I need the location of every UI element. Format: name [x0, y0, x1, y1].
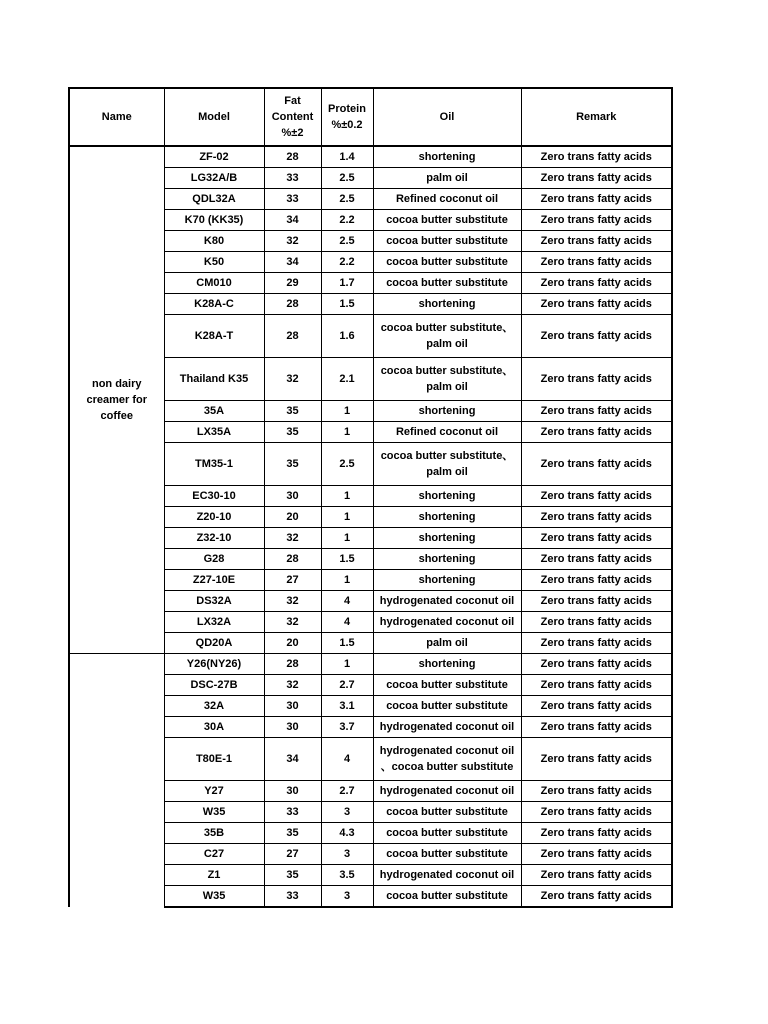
cell-oil: hydrogenated coconut oil — [373, 865, 521, 886]
cell-model: EC30-10 — [164, 486, 264, 507]
cell-remark: Zero trans fatty acids — [521, 168, 672, 189]
cell-model: 32A — [164, 696, 264, 717]
cell-oil: shortening — [373, 549, 521, 570]
cell-model: G28 — [164, 549, 264, 570]
cell-protein: 1.5 — [321, 633, 373, 654]
cell-oil: cocoa butter substitute — [373, 231, 521, 252]
cell-fat-content: 33 — [264, 168, 321, 189]
cell-model: Y26(NY26) — [164, 654, 264, 675]
cell-oil: shortening — [373, 401, 521, 422]
cell-protein: 3 — [321, 844, 373, 865]
cell-remark: Zero trans fatty acids — [521, 294, 672, 315]
cell-protein: 2.5 — [321, 443, 373, 486]
cell-remark: Zero trans fatty acids — [521, 717, 672, 738]
cell-oil: cocoa butter substitute — [373, 823, 521, 844]
cell-remark: Zero trans fatty acids — [521, 654, 672, 675]
cell-oil: Refined coconut oil — [373, 422, 521, 443]
cell-remark: Zero trans fatty acids — [521, 781, 672, 802]
cell-oil: cocoa butter substitute — [373, 886, 521, 908]
cell-fat-content: 32 — [264, 591, 321, 612]
cell-fat-content: 35 — [264, 401, 321, 422]
cell-oil: shortening — [373, 507, 521, 528]
cell-model: DSC-27B — [164, 675, 264, 696]
cell-remark: Zero trans fatty acids — [521, 358, 672, 401]
cell-fat-content: 28 — [264, 549, 321, 570]
cell-oil: shortening — [373, 486, 521, 507]
cell-oil: cocoa butter substitute — [373, 844, 521, 865]
cell-fat-content: 28 — [264, 315, 321, 358]
cell-fat-content: 27 — [264, 844, 321, 865]
cell-protein: 3.7 — [321, 717, 373, 738]
cell-model: K80 — [164, 231, 264, 252]
cell-oil: hydrogenated coconut oil — [373, 591, 521, 612]
cell-fat-content: 28 — [264, 654, 321, 675]
cell-protein: 3.5 — [321, 865, 373, 886]
cell-fat-content: 30 — [264, 781, 321, 802]
cell-model: K70 (KK35) — [164, 210, 264, 231]
cell-fat-content: 34 — [264, 738, 321, 781]
cell-fat-content: 35 — [264, 865, 321, 886]
cell-oil: hydrogenated coconut oil — [373, 781, 521, 802]
cell-protein: 3.1 — [321, 696, 373, 717]
cell-model: K28A-C — [164, 294, 264, 315]
cell-fat-content: 33 — [264, 189, 321, 210]
cell-model: 35B — [164, 823, 264, 844]
cell-model: Z32-10 — [164, 528, 264, 549]
cell-protein: 4 — [321, 591, 373, 612]
cell-remark: Zero trans fatty acids — [521, 528, 672, 549]
cell-protein: 1 — [321, 422, 373, 443]
cell-remark: Zero trans fatty acids — [521, 570, 672, 591]
cell-protein: 1 — [321, 654, 373, 675]
table-row — [69, 654, 672, 675]
cell-fat-content: 32 — [264, 358, 321, 401]
cell-model: 35A — [164, 401, 264, 422]
cell-fat-content: 33 — [264, 802, 321, 823]
cell-model: W35 — [164, 802, 264, 823]
cell-protein: 1 — [321, 401, 373, 422]
cell-protein: 2.1 — [321, 358, 373, 401]
cell-protein: 4 — [321, 612, 373, 633]
header-oil: Oil — [373, 88, 521, 146]
cell-remark: Zero trans fatty acids — [521, 802, 672, 823]
header-row — [69, 88, 672, 146]
cell-remark: Zero trans fatty acids — [521, 591, 672, 612]
cell-protein: 4.3 — [321, 823, 373, 844]
cell-remark: Zero trans fatty acids — [521, 422, 672, 443]
cell-remark: Zero trans fatty acids — [521, 315, 672, 358]
cell-remark: Zero trans fatty acids — [521, 401, 672, 422]
product-spec-table — [68, 87, 673, 908]
cell-remark: Zero trans fatty acids — [521, 696, 672, 717]
cell-model: C27 — [164, 844, 264, 865]
cell-fat-content: 30 — [264, 486, 321, 507]
cell-fat-content: 35 — [264, 443, 321, 486]
cell-oil: shortening — [373, 146, 521, 168]
cell-oil: cocoa butter substitute — [373, 210, 521, 231]
cell-remark: Zero trans fatty acids — [521, 865, 672, 886]
cell-protein: 1 — [321, 507, 373, 528]
cell-model: CM010 — [164, 273, 264, 294]
cell-model: Thailand K35 — [164, 358, 264, 401]
cell-model: DS32A — [164, 591, 264, 612]
cell-oil: cocoa butter substitute — [373, 696, 521, 717]
cell-model: LX35A — [164, 422, 264, 443]
cell-oil: cocoa butter substitute — [373, 802, 521, 823]
cell-group-name — [69, 654, 164, 908]
cell-remark: Zero trans fatty acids — [521, 823, 672, 844]
cell-model: Z1 — [164, 865, 264, 886]
cell-protein: 2.5 — [321, 189, 373, 210]
cell-fat-content: 28 — [264, 294, 321, 315]
cell-oil: cocoa butter substitute、 palm oil — [373, 315, 521, 358]
cell-remark: Zero trans fatty acids — [521, 738, 672, 781]
cell-model: LX32A — [164, 612, 264, 633]
cell-remark: Zero trans fatty acids — [521, 189, 672, 210]
cell-protein: 3 — [321, 886, 373, 908]
cell-fat-content: 32 — [264, 612, 321, 633]
cell-remark: Zero trans fatty acids — [521, 507, 672, 528]
cell-remark: Zero trans fatty acids — [521, 486, 672, 507]
cell-oil: cocoa butter substitute、 palm oil — [373, 358, 521, 401]
cell-oil: hydrogenated coconut oil 、cocoa butter substitute — [373, 738, 521, 781]
cell-remark: Zero trans fatty acids — [521, 210, 672, 231]
header-model: Model — [164, 88, 264, 146]
cell-oil: cocoa butter substitute — [373, 252, 521, 273]
cell-oil: hydrogenated coconut oil — [373, 717, 521, 738]
cell-protein: 1.4 — [321, 146, 373, 168]
cell-model: W35 — [164, 886, 264, 908]
cell-oil: cocoa butter substitute — [373, 675, 521, 696]
cell-fat-content: 34 — [264, 252, 321, 273]
cell-oil: cocoa butter substitute、 palm oil — [373, 443, 521, 486]
cell-fat-content: 30 — [264, 696, 321, 717]
cell-model: LG32A/B — [164, 168, 264, 189]
cell-protein: 2.5 — [321, 168, 373, 189]
cell-model: QDL32A — [164, 189, 264, 210]
table-row — [69, 146, 672, 168]
header-protein: Protein %±0.2 — [321, 88, 373, 146]
cell-remark: Zero trans fatty acids — [521, 549, 672, 570]
header-name: Name — [69, 88, 164, 146]
cell-oil: shortening — [373, 294, 521, 315]
cell-fat-content: 32 — [264, 231, 321, 252]
cell-oil: palm oil — [373, 168, 521, 189]
cell-protein: 2.7 — [321, 675, 373, 696]
cell-remark: Zero trans fatty acids — [521, 252, 672, 273]
cell-protein: 3 — [321, 802, 373, 823]
cell-remark: Zero trans fatty acids — [521, 675, 672, 696]
cell-protein: 1 — [321, 570, 373, 591]
cell-fat-content: 30 — [264, 717, 321, 738]
cell-remark: Zero trans fatty acids — [521, 273, 672, 294]
cell-model: TM35-1 — [164, 443, 264, 486]
cell-model: Y27 — [164, 781, 264, 802]
cell-protein: 1.6 — [321, 315, 373, 358]
cell-fat-content: 35 — [264, 823, 321, 844]
cell-remark: Zero trans fatty acids — [521, 612, 672, 633]
cell-remark: Zero trans fatty acids — [521, 886, 672, 908]
cell-protein: 2.7 — [321, 781, 373, 802]
header-fat-content: Fat Content %±2 — [264, 88, 321, 146]
cell-protein: 4 — [321, 738, 373, 781]
cell-fat-content: 20 — [264, 507, 321, 528]
cell-remark: Zero trans fatty acids — [521, 443, 672, 486]
cell-fat-content: 35 — [264, 422, 321, 443]
table-body — [69, 146, 672, 907]
cell-fat-content: 32 — [264, 528, 321, 549]
cell-model: K28A-T — [164, 315, 264, 358]
cell-remark: Zero trans fatty acids — [521, 231, 672, 252]
cell-protein: 2.2 — [321, 252, 373, 273]
cell-fat-content: 32 — [264, 675, 321, 696]
cell-fat-content: 28 — [264, 146, 321, 168]
cell-model: T80E-1 — [164, 738, 264, 781]
cell-protein: 1 — [321, 528, 373, 549]
cell-group-name: non dairy creamer for coffee — [69, 146, 164, 654]
cell-remark: Zero trans fatty acids — [521, 844, 672, 865]
cell-model: ZF-02 — [164, 146, 264, 168]
cell-protein: 2.2 — [321, 210, 373, 231]
cell-model: Z27-10E — [164, 570, 264, 591]
cell-protein: 1.5 — [321, 294, 373, 315]
cell-oil: cocoa butter substitute — [373, 273, 521, 294]
cell-fat-content: 33 — [264, 886, 321, 908]
cell-protein: 2.5 — [321, 231, 373, 252]
cell-fat-content: 34 — [264, 210, 321, 231]
cell-oil: shortening — [373, 570, 521, 591]
cell-protein: 1 — [321, 486, 373, 507]
cell-model: K50 — [164, 252, 264, 273]
cell-model: QD20A — [164, 633, 264, 654]
cell-model: Z20-10 — [164, 507, 264, 528]
cell-protein: 1.7 — [321, 273, 373, 294]
cell-oil: palm oil — [373, 633, 521, 654]
cell-oil: shortening — [373, 528, 521, 549]
cell-oil: shortening — [373, 654, 521, 675]
cell-model: 30A — [164, 717, 264, 738]
cell-remark: Zero trans fatty acids — [521, 633, 672, 654]
cell-remark: Zero trans fatty acids — [521, 146, 672, 168]
cell-fat-content: 27 — [264, 570, 321, 591]
cell-oil: hydrogenated coconut oil — [373, 612, 521, 633]
cell-protein: 1.5 — [321, 549, 373, 570]
cell-fat-content: 20 — [264, 633, 321, 654]
cell-fat-content: 29 — [264, 273, 321, 294]
header-remark: Remark — [521, 88, 672, 146]
cell-oil: Refined coconut oil — [373, 189, 521, 210]
